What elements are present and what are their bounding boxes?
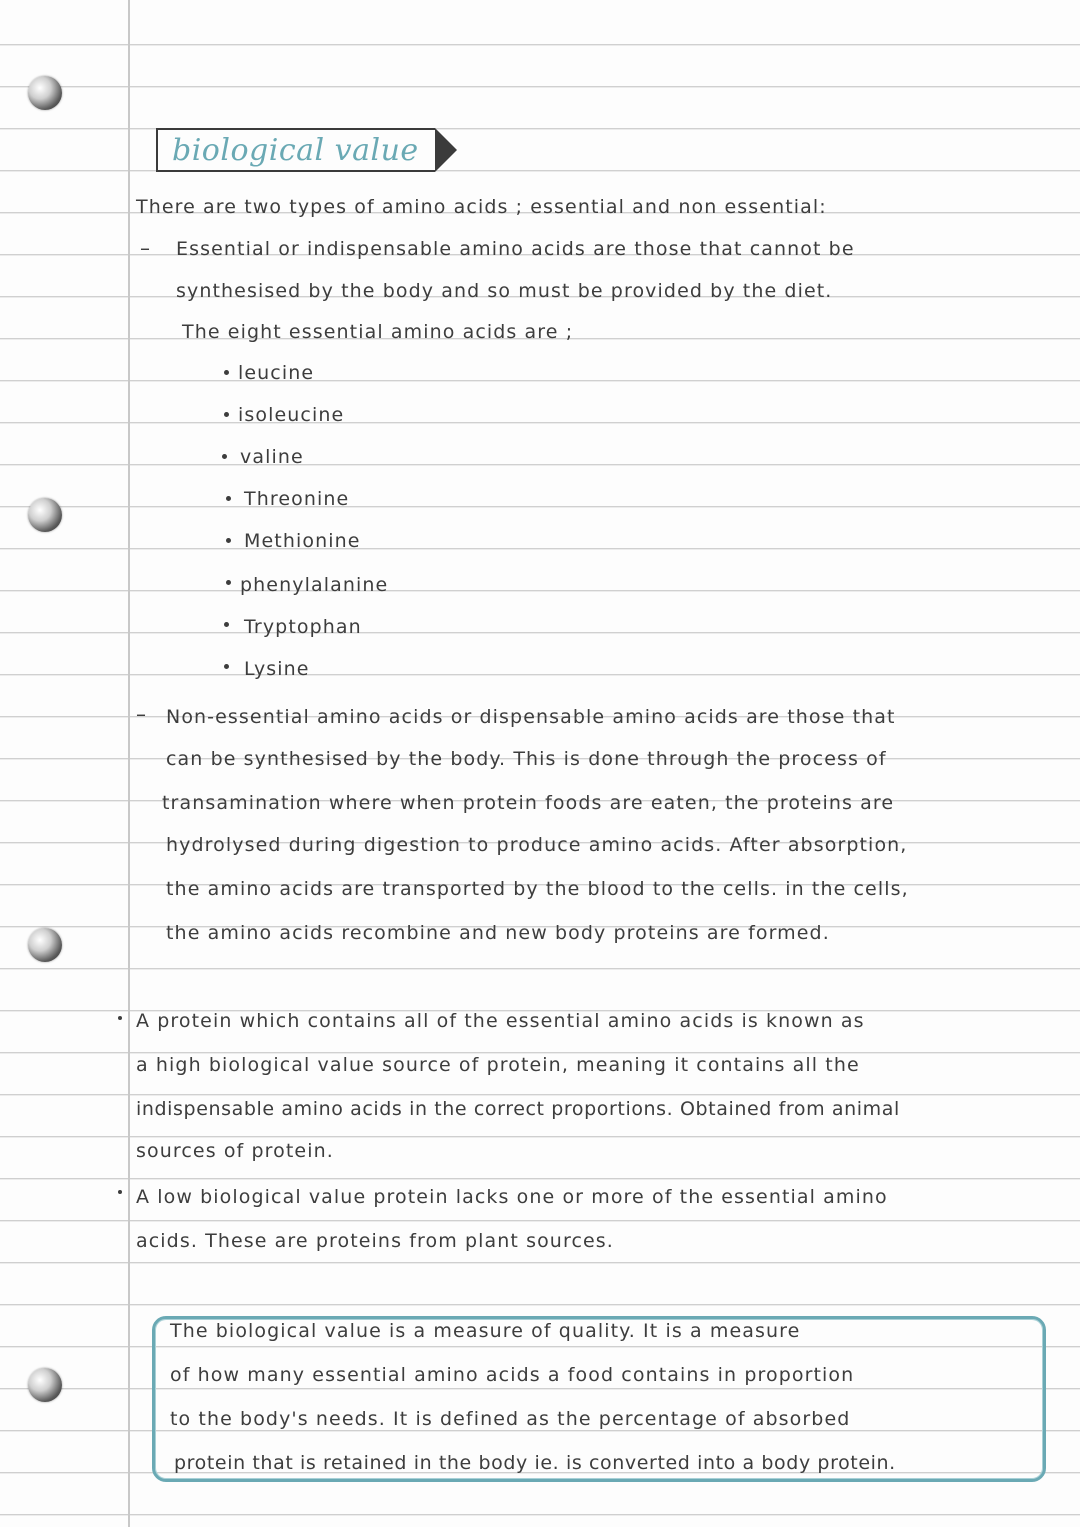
definition-line: of how many essential amino acids a food contains in proportion <box>170 1364 855 1386</box>
punch-hole <box>28 928 62 962</box>
amino-acid-item: valine <box>240 446 304 468</box>
amino-acid-item: Tryptophan <box>244 616 362 638</box>
high-bv-line: indispensable amino acids in the correct proportions. Obtained from animal <box>136 1098 900 1120</box>
definition-line: The biological value is a measure of quality. It is a measure <box>170 1320 801 1342</box>
punch-hole <box>28 498 62 532</box>
amino-acid-item: leucine <box>238 362 315 384</box>
punch-hole <box>28 1368 62 1402</box>
bullet-dot <box>224 370 229 375</box>
non-essential-line: can be synthesised by the body. This is done through the process of <box>166 748 887 770</box>
intro-text: There are two types of amino acids ; essential and non essential: <box>136 196 827 218</box>
non-essential-line: hydrolysed during digestion to produce amino acids. After absorption, <box>166 834 908 856</box>
essential-list-intro: The eight essential amino acids are ; <box>182 321 574 343</box>
banner-arrow-tip <box>435 131 454 169</box>
non-essential-line: Non-essential amino acids or dispensable amino acids are those that <box>166 706 896 728</box>
amino-acid-item: phenylalanine <box>240 574 389 596</box>
bullet-dot <box>224 622 229 627</box>
amino-acid-item: Lysine <box>244 658 310 680</box>
bullet-dot <box>118 1190 122 1194</box>
definition-line: to the body's needs. It is defined as the percentage of absorbed <box>170 1408 851 1430</box>
definition-line: protein that is retained in the body ie. is converted into a body protein. <box>174 1452 896 1474</box>
high-bv-line: a high biological value source of protein, meaning it contains all the <box>136 1054 860 1076</box>
amino-acid-item: Methionine <box>244 530 361 552</box>
bullet-dot <box>226 538 231 543</box>
bullet-dot <box>222 454 227 459</box>
bullet-dot <box>118 1016 122 1020</box>
punch-hole <box>28 76 62 110</box>
page-title-banner <box>156 128 435 172</box>
essential-line: synthesised by the body and so must be provided by the diet. <box>176 280 833 302</box>
bullet-dot <box>226 580 231 585</box>
bullet-dot <box>226 496 231 501</box>
low-bv-line: A low biological value protein lacks one or more of the essential amino <box>136 1186 888 1208</box>
essential-line: Essential or indispensable amino acids are those that cannot be <box>176 238 855 260</box>
low-bv-line: acids. These are proteins from plant sources. <box>136 1230 614 1252</box>
dash-bullet: – <box>136 702 146 726</box>
bullet-dot <box>224 412 229 417</box>
margin-line <box>128 0 130 1527</box>
page-title: biological value <box>172 132 419 168</box>
non-essential-line: the amino acids are transported by the blood to the cells. in the cells, <box>166 878 909 900</box>
dash-bullet: – <box>140 236 150 260</box>
amino-acid-item: Threonine <box>244 488 350 510</box>
bullet-dot <box>224 664 229 669</box>
non-essential-line: the amino acids recombine and new body proteins are formed. <box>166 922 830 944</box>
non-essential-line: transamination where when protein foods are eaten, the proteins are <box>162 792 895 814</box>
amino-acid-item: isoleucine <box>238 404 345 426</box>
high-bv-line: A protein which contains all of the essential amino acids is known as <box>136 1010 865 1032</box>
high-bv-line: sources of protein. <box>136 1140 334 1162</box>
